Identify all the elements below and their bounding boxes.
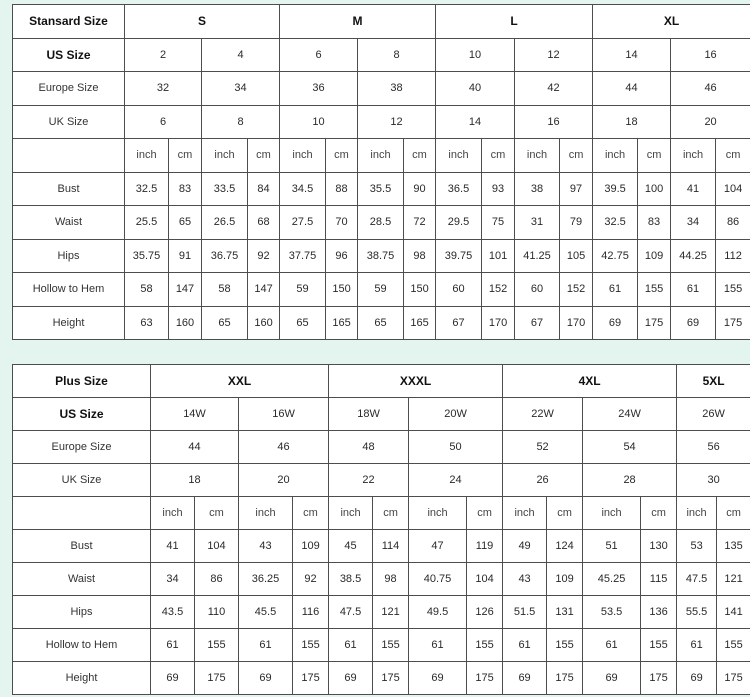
measure-cell: 61 xyxy=(677,629,717,662)
us-size-cell: 14W xyxy=(151,398,239,431)
europe-size-cell: 44 xyxy=(151,431,239,464)
measure-cell: 60 xyxy=(515,273,560,307)
unit-cm: cm xyxy=(638,139,671,173)
unit-cm: cm xyxy=(716,139,750,173)
measure-cell: 45.25 xyxy=(583,563,641,596)
plus-europe-size-label: Europe Size xyxy=(13,431,151,464)
measure-cell: 55.5 xyxy=(677,596,717,629)
measure-cell: 104 xyxy=(467,563,503,596)
measure-cell: 175 xyxy=(638,306,671,340)
measure-cell: 93 xyxy=(482,172,515,206)
us-size-cell: 20W xyxy=(409,398,503,431)
unit-inch: inch xyxy=(151,497,195,530)
europe-size-cell: 36 xyxy=(280,72,358,106)
measure-cell: 165 xyxy=(404,306,436,340)
measure-cell: 175 xyxy=(641,662,677,695)
unit-inch: inch xyxy=(503,497,547,530)
measure-cell: 47.5 xyxy=(329,596,373,629)
measure-cell: 96 xyxy=(326,239,358,273)
measure-cell: 110 xyxy=(195,596,239,629)
measure-cell: 136 xyxy=(641,596,677,629)
uk-size-cell: 22 xyxy=(329,464,409,497)
measure-cell: 83 xyxy=(638,206,671,240)
measure-cell: 109 xyxy=(293,530,329,563)
measure-cell: 43 xyxy=(503,563,547,596)
measure-cell: 83 xyxy=(169,172,202,206)
standard-size-row xyxy=(13,5,750,39)
unit-inch: inch xyxy=(202,139,248,173)
measure-cell: 88 xyxy=(326,172,358,206)
uk-size-cell: 6 xyxy=(125,105,202,139)
measure-cell: 58 xyxy=(202,273,248,307)
uk-size-cell: 26 xyxy=(503,464,583,497)
measure-cell: 147 xyxy=(169,273,202,307)
unit-row xyxy=(13,139,750,173)
uk-size-cell: 12 xyxy=(358,105,436,139)
bust-label: Bust xyxy=(13,530,151,563)
measure-cell: 47 xyxy=(409,530,467,563)
standard-size-table xyxy=(12,4,750,340)
europe-size-cell: 34 xyxy=(202,72,280,106)
measure-cell: 38.75 xyxy=(358,239,404,273)
measure-cell: 175 xyxy=(547,662,583,695)
hollow-to-hem-label: Hollow to Hem xyxy=(13,273,125,307)
europe-size-cell: 42 xyxy=(515,72,593,106)
uk-size-cell: 18 xyxy=(593,105,671,139)
europe-size-row xyxy=(13,72,750,106)
unit-inch: inch xyxy=(329,497,373,530)
europe-size-cell: 46 xyxy=(239,431,329,464)
measure-cell: 34 xyxy=(671,206,716,240)
size-m: M xyxy=(280,5,436,39)
measure-cell: 34 xyxy=(151,563,195,596)
unit-inch: inch xyxy=(583,497,641,530)
europe-size-cell: 44 xyxy=(593,72,671,106)
measure-cell: 124 xyxy=(547,530,583,563)
measure-cell: 65 xyxy=(280,306,326,340)
uk-size-cell: 16 xyxy=(515,105,593,139)
measure-cell: 68 xyxy=(248,206,280,240)
measure-cell: 92 xyxy=(293,563,329,596)
measure-cell: 69 xyxy=(151,662,195,695)
measure-cell: 79 xyxy=(560,206,593,240)
measure-cell: 49 xyxy=(503,530,547,563)
us-size-label: US Size xyxy=(13,38,125,72)
plus-bust-row xyxy=(13,530,750,563)
measure-cell: 100 xyxy=(638,172,671,206)
measure-cell: 98 xyxy=(373,563,409,596)
us-size-cell: 12 xyxy=(515,38,593,72)
measure-cell: 37.75 xyxy=(280,239,326,273)
hips-row xyxy=(13,239,750,273)
measure-cell: 155 xyxy=(641,629,677,662)
measure-cell: 40.75 xyxy=(409,563,467,596)
measure-cell: 121 xyxy=(717,563,750,596)
bust-label: Bust xyxy=(13,172,125,206)
unit-inch: inch xyxy=(671,139,716,173)
unit-cm: cm xyxy=(293,497,329,530)
europe-size-cell: 48 xyxy=(329,431,409,464)
measure-cell: 155 xyxy=(716,273,750,307)
measure-cell: 34.5 xyxy=(280,172,326,206)
plus-uk-size-row xyxy=(13,464,750,497)
uk-size-cell: 24 xyxy=(409,464,503,497)
unit-inch: inch xyxy=(593,139,638,173)
measure-cell: 36.5 xyxy=(436,172,482,206)
unit-row-blank xyxy=(13,139,125,173)
measure-cell: 104 xyxy=(195,530,239,563)
measure-cell: 69 xyxy=(671,306,716,340)
unit-row-blank xyxy=(13,497,151,530)
plus-us-size-label: US Size xyxy=(13,398,151,431)
us-size-cell: 2 xyxy=(125,38,202,72)
us-size-cell: 24W xyxy=(583,398,677,431)
size-5xl: 5XL xyxy=(677,365,750,398)
unit-cm: cm xyxy=(641,497,677,530)
plus-size-row xyxy=(13,365,750,398)
measure-cell: 69 xyxy=(677,662,717,695)
europe-size-cell: 32 xyxy=(125,72,202,106)
uk-size-cell: 8 xyxy=(202,105,280,139)
unit-inch: inch xyxy=(239,497,293,530)
measure-cell: 36.75 xyxy=(202,239,248,273)
measure-cell: 152 xyxy=(482,273,515,307)
measure-cell: 101 xyxy=(482,239,515,273)
measure-cell: 175 xyxy=(467,662,503,695)
measure-cell: 45 xyxy=(329,530,373,563)
measure-cell: 67 xyxy=(436,306,482,340)
waist-row xyxy=(13,206,750,240)
unit-cm: cm xyxy=(482,139,515,173)
measure-cell: 25.5 xyxy=(125,206,169,240)
uk-size-label: UK Size xyxy=(13,105,125,139)
plus-us-size-row xyxy=(13,398,750,431)
measure-cell: 170 xyxy=(482,306,515,340)
measure-cell: 60 xyxy=(436,273,482,307)
unit-inch: inch xyxy=(515,139,560,173)
size-s: S xyxy=(125,5,280,39)
plus-size-table xyxy=(12,364,750,695)
measure-cell: 109 xyxy=(638,239,671,273)
measure-cell: 131 xyxy=(547,596,583,629)
us-size-cell: 14 xyxy=(593,38,671,72)
us-size-cell: 16 xyxy=(671,38,750,72)
measure-cell: 35.75 xyxy=(125,239,169,273)
measure-cell: 160 xyxy=(169,306,202,340)
measure-cell: 59 xyxy=(280,273,326,307)
plus-waist-row xyxy=(13,563,750,596)
measure-cell: 32.5 xyxy=(593,206,638,240)
europe-size-cell: 40 xyxy=(436,72,515,106)
uk-size-cell: 10 xyxy=(280,105,358,139)
hollow-to-hem-label: Hollow to Hem xyxy=(13,629,151,662)
measure-cell: 38 xyxy=(515,172,560,206)
measure-cell: 69 xyxy=(593,306,638,340)
uk-size-cell: 20 xyxy=(239,464,329,497)
uk-size-row xyxy=(13,105,750,139)
measure-cell: 115 xyxy=(641,563,677,596)
measure-cell: 39.5 xyxy=(593,172,638,206)
plus-size-label: Plus Size xyxy=(13,365,151,398)
unit-inch: inch xyxy=(358,139,404,173)
measure-cell: 135 xyxy=(717,530,750,563)
unit-inch: inch xyxy=(280,139,326,173)
uk-size-cell: 14 xyxy=(436,105,515,139)
measure-cell: 175 xyxy=(717,662,750,695)
measure-cell: 43 xyxy=(239,530,293,563)
europe-size-cell: 50 xyxy=(409,431,503,464)
unit-cm: cm xyxy=(195,497,239,530)
unit-cm: cm xyxy=(248,139,280,173)
measure-cell: 86 xyxy=(716,206,750,240)
size-4xl: 4XL xyxy=(503,365,677,398)
measure-cell: 61 xyxy=(583,629,641,662)
uk-size-cell: 18 xyxy=(151,464,239,497)
unit-cm: cm xyxy=(560,139,593,173)
europe-size-cell: 38 xyxy=(358,72,436,106)
measure-cell: 72 xyxy=(404,206,436,240)
measure-cell: 119 xyxy=(467,530,503,563)
measure-cell: 29.5 xyxy=(436,206,482,240)
measure-cell: 109 xyxy=(547,563,583,596)
measure-cell: 35.5 xyxy=(358,172,404,206)
measure-cell: 175 xyxy=(716,306,750,340)
measure-cell: 116 xyxy=(293,596,329,629)
measure-cell: 61 xyxy=(503,629,547,662)
europe-size-label: Europe Size xyxy=(13,72,125,106)
measure-cell: 42.75 xyxy=(593,239,638,273)
europe-size-cell: 56 xyxy=(677,431,750,464)
hips-label: Hips xyxy=(13,596,151,629)
measure-cell: 160 xyxy=(248,306,280,340)
measure-cell: 170 xyxy=(560,306,593,340)
measure-cell: 147 xyxy=(248,273,280,307)
measure-cell: 47.5 xyxy=(677,563,717,596)
measure-cell: 43.5 xyxy=(151,596,195,629)
measure-cell: 28.5 xyxy=(358,206,404,240)
measure-cell: 65 xyxy=(169,206,202,240)
measure-cell: 155 xyxy=(717,629,750,662)
measure-cell: 61 xyxy=(409,629,467,662)
measure-cell: 155 xyxy=(293,629,329,662)
measure-cell: 69 xyxy=(239,662,293,695)
measure-cell: 155 xyxy=(638,273,671,307)
measure-cell: 32.5 xyxy=(125,172,169,206)
measure-cell: 91 xyxy=(169,239,202,273)
measure-cell: 90 xyxy=(404,172,436,206)
measure-cell: 44.25 xyxy=(671,239,716,273)
measure-cell: 69 xyxy=(409,662,467,695)
measure-cell: 51 xyxy=(583,530,641,563)
unit-inch: inch xyxy=(125,139,169,173)
measure-cell: 175 xyxy=(195,662,239,695)
measure-cell: 65 xyxy=(202,306,248,340)
plus-europe-size-row xyxy=(13,431,750,464)
us-size-cell: 8 xyxy=(358,38,436,72)
hips-label: Hips xyxy=(13,239,125,273)
measure-cell: 69 xyxy=(583,662,641,695)
unit-cm: cm xyxy=(169,139,202,173)
waist-label: Waist xyxy=(13,206,125,240)
unit-inch: inch xyxy=(677,497,717,530)
standard-size-label: Stansard Size xyxy=(13,5,125,39)
height-row xyxy=(13,306,750,340)
measure-cell: 61 xyxy=(593,273,638,307)
measure-cell: 45.5 xyxy=(239,596,293,629)
unit-cm: cm xyxy=(404,139,436,173)
europe-size-cell: 54 xyxy=(583,431,677,464)
measure-cell: 61 xyxy=(151,629,195,662)
plus-hips-row xyxy=(13,596,750,629)
measure-cell: 39.75 xyxy=(436,239,482,273)
measure-cell: 155 xyxy=(195,629,239,662)
measure-cell: 130 xyxy=(641,530,677,563)
measure-cell: 150 xyxy=(404,273,436,307)
us-size-cell: 18W xyxy=(329,398,409,431)
measure-cell: 105 xyxy=(560,239,593,273)
measure-cell: 51.5 xyxy=(503,596,547,629)
height-label: Height xyxy=(13,306,125,340)
measure-cell: 41 xyxy=(151,530,195,563)
measure-cell: 65 xyxy=(358,306,404,340)
measure-cell: 155 xyxy=(467,629,503,662)
measure-cell: 53 xyxy=(677,530,717,563)
measure-cell: 63 xyxy=(125,306,169,340)
unit-cm: cm xyxy=(326,139,358,173)
measure-cell: 70 xyxy=(326,206,358,240)
us-size-cell: 16W xyxy=(239,398,329,431)
us-size-cell: 26W xyxy=(677,398,750,431)
measure-cell: 49.5 xyxy=(409,596,467,629)
plus-unit-row xyxy=(13,497,750,530)
measure-cell: 27.5 xyxy=(280,206,326,240)
uk-size-cell: 30 xyxy=(677,464,750,497)
measure-cell: 26.5 xyxy=(202,206,248,240)
europe-size-cell: 52 xyxy=(503,431,583,464)
measure-cell: 175 xyxy=(373,662,409,695)
us-size-row xyxy=(13,38,750,72)
measure-cell: 31 xyxy=(515,206,560,240)
measure-cell: 53.5 xyxy=(583,596,641,629)
unit-cm: cm xyxy=(717,497,750,530)
us-size-cell: 4 xyxy=(202,38,280,72)
measure-cell: 97 xyxy=(560,172,593,206)
measure-cell: 58 xyxy=(125,273,169,307)
measure-cell: 175 xyxy=(293,662,329,695)
measure-cell: 75 xyxy=(482,206,515,240)
measure-cell: 38.5 xyxy=(329,563,373,596)
measure-cell: 86 xyxy=(195,563,239,596)
us-size-cell: 6 xyxy=(280,38,358,72)
measure-cell: 33.5 xyxy=(202,172,248,206)
unit-inch: inch xyxy=(436,139,482,173)
measure-cell: 61 xyxy=(329,629,373,662)
measure-cell: 36.25 xyxy=(239,563,293,596)
us-size-cell: 10 xyxy=(436,38,515,72)
us-size-cell: 22W xyxy=(503,398,583,431)
unit-inch: inch xyxy=(409,497,467,530)
height-label: Height xyxy=(13,662,151,695)
measure-cell: 69 xyxy=(503,662,547,695)
measure-cell: 59 xyxy=(358,273,404,307)
unit-cm: cm xyxy=(373,497,409,530)
measure-cell: 141 xyxy=(717,596,750,629)
uk-size-cell: 28 xyxy=(583,464,677,497)
waist-label: Waist xyxy=(13,563,151,596)
measure-cell: 155 xyxy=(373,629,409,662)
size-xl: XL xyxy=(593,5,750,39)
size-xxl: XXL xyxy=(151,365,329,398)
measure-cell: 41 xyxy=(671,172,716,206)
size-l: L xyxy=(436,5,593,39)
measure-cell: 61 xyxy=(239,629,293,662)
measure-cell: 98 xyxy=(404,239,436,273)
europe-size-cell: 46 xyxy=(671,72,750,106)
measure-cell: 165 xyxy=(326,306,358,340)
measure-cell: 84 xyxy=(248,172,280,206)
measure-cell: 41.25 xyxy=(515,239,560,273)
measure-cell: 150 xyxy=(326,273,358,307)
measure-cell: 152 xyxy=(560,273,593,307)
unit-cm: cm xyxy=(467,497,503,530)
measure-cell: 112 xyxy=(716,239,750,273)
measure-cell: 155 xyxy=(547,629,583,662)
uk-size-cell: 20 xyxy=(671,105,750,139)
measure-cell: 61 xyxy=(671,273,716,307)
hollow-to-hem-row xyxy=(13,273,750,307)
measure-cell: 121 xyxy=(373,596,409,629)
measure-cell: 92 xyxy=(248,239,280,273)
measure-cell: 69 xyxy=(329,662,373,695)
bust-row xyxy=(13,172,750,206)
plus-height-row xyxy=(13,662,750,695)
plus-uk-size-label: UK Size xyxy=(13,464,151,497)
measure-cell: 126 xyxy=(467,596,503,629)
measure-cell: 104 xyxy=(716,172,750,206)
measure-cell: 67 xyxy=(515,306,560,340)
size-xxxl: XXXL xyxy=(329,365,503,398)
measure-cell: 114 xyxy=(373,530,409,563)
plus-hollow-to-hem-row xyxy=(13,629,750,662)
unit-cm: cm xyxy=(547,497,583,530)
